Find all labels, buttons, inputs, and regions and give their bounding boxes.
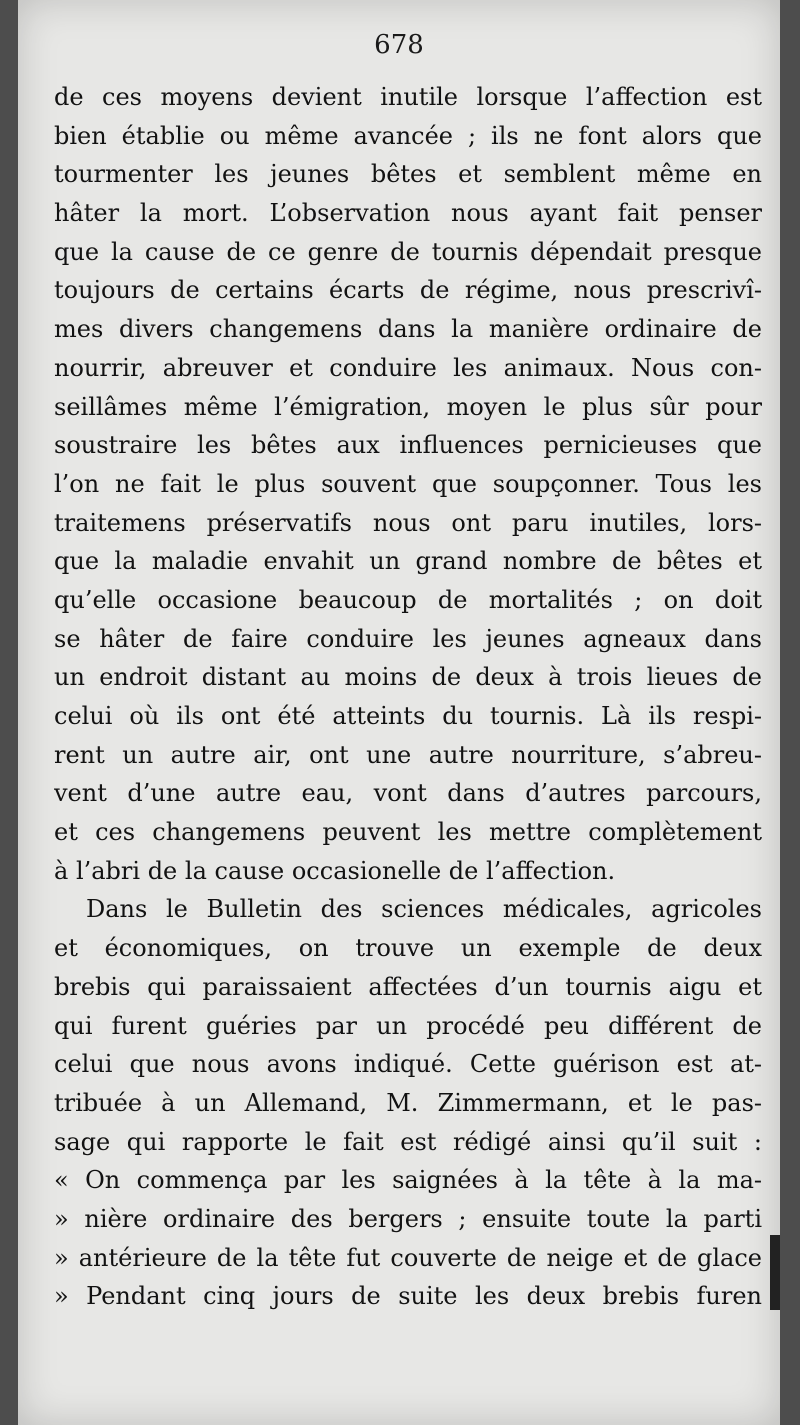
text-line: celui où ils ont été atteints du tournis. Là ils respi- [54, 702, 762, 730]
text-line: tribuée à un Allemand, M. Zimmermann, et le pas- [54, 1088, 762, 1117]
text-line: seillâmes même l’émigration, moyen le plus sûr pour [54, 392, 762, 421]
text-line: se hâter de faire conduire les jeunes agneaux dans [54, 624, 762, 653]
book-page [18, 0, 780, 1425]
text-line: sage qui rapporte le fait est rédigé ainsi qu’il suit : [54, 1127, 762, 1156]
text-line: vent d’une autre eau, vont dans d’autres parcours, [54, 779, 762, 808]
page-edge-mark [770, 1235, 780, 1310]
text-line: que la maladie envahit un grand nombre de bêtes et [54, 547, 762, 576]
body-text [54, 78, 762, 1316]
text-line: soustraire les bêtes aux influences pernicieuses que [54, 431, 762, 460]
text-line: » Pendant cinq jours de suite les deux brebis furen [54, 1282, 762, 1311]
text-line: Dans le Bulletin des sciences médicales, agricoles [86, 895, 762, 924]
text-line: traitemens préservatifs nous ont paru inutiles, lors- [54, 508, 762, 537]
text-line: qui furent guéries par un procédé peu différent de [54, 1011, 762, 1040]
text-line: hâter la mort. L’observation nous ayant fait penser [54, 199, 762, 228]
text-line: tourmenter les jeunes bêtes et semblent même en [54, 160, 762, 189]
page-number: 678 [374, 30, 424, 60]
text-line: brebis qui paraissaient affectées d’un tournis aigu et [54, 972, 762, 1001]
text-line: » antérieure de la tête fut couverte de neige et de glace [54, 1243, 762, 1272]
text-line: et économiques, on trouve un exemple de deux [54, 934, 762, 963]
text-line: celui que nous avons indiqué. Cette guérison est at- [54, 1050, 762, 1079]
text-line: qu’elle occasione beaucoup de mortalités ; on doit [54, 585, 762, 614]
text-line: » nière ordinaire des bergers ; ensuite toute la parti [54, 1204, 762, 1233]
text-line: que la cause de ce genre de tournis dépendait presque [54, 237, 762, 266]
text-line: « On commença par les saignées à la tête à la ma- [54, 1166, 762, 1195]
text-line: l’on ne fait le plus souvent que soupçonner. Tous les [54, 469, 762, 498]
paragraph-1 [54, 78, 762, 890]
text-line: nourrir, abreuver et conduire les animaux. Nous con- [54, 353, 762, 382]
text-line: et ces changemens peuvent les mettre complètement [54, 818, 762, 847]
text-line: bien établie ou même avancée ; ils ne font alors que [54, 121, 762, 150]
text-line: de ces moyens devient inutile lorsque l’affection est [54, 83, 762, 111]
text-line: rent un autre air, ont une autre nourriture, s’abreu- [54, 740, 762, 769]
text-line: à l’abri de la cause occasionelle de l’affection. [54, 856, 616, 885]
text-line: toujours de certains écarts de régime, nous prescrivî- [54, 276, 762, 305]
text-line: mes divers changemens dans la manière ordinaire de [54, 315, 762, 344]
text-line: un endroit distant au moins de deux à trois lieues de [54, 663, 762, 692]
paragraph-2 [54, 890, 762, 1316]
